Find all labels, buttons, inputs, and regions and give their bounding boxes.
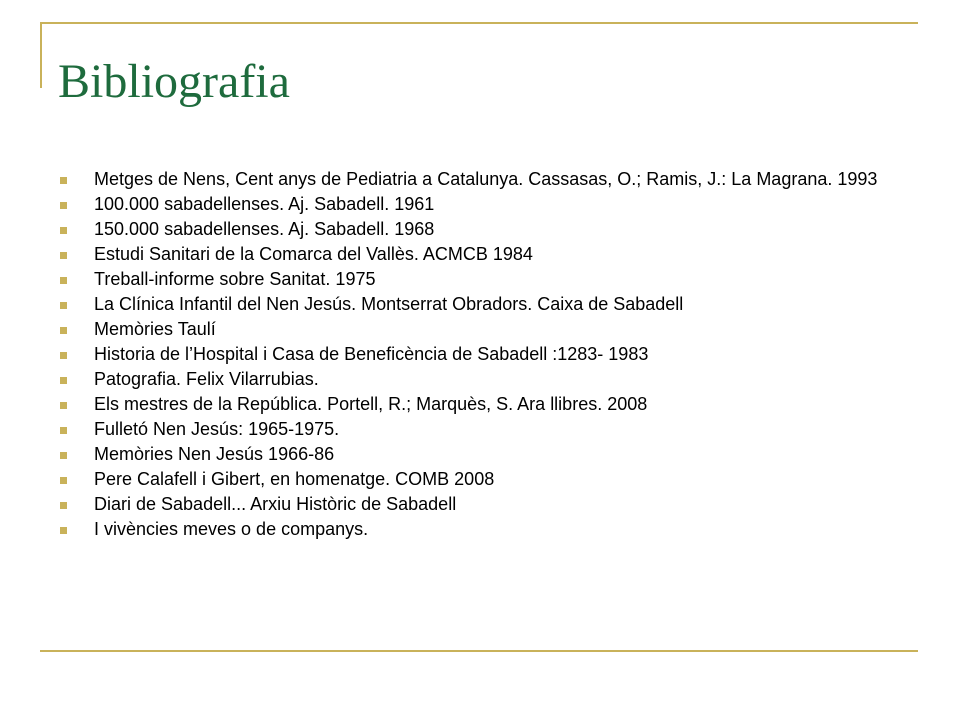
bibliography-item — [58, 445, 908, 464]
square-bullet-icon — [60, 477, 67, 484]
square-bullet-icon — [60, 177, 67, 184]
square-bullet-icon — [60, 527, 67, 534]
bibliography-item-text: Metges de Nens, Cent anys de Pediatria a Catalunya. Cassasas, O.; Ramis, J.: La Magrana. 1993 — [94, 169, 878, 189]
bibliography-item-text: Memòries Taulí — [94, 319, 216, 339]
square-bullet-icon — [60, 277, 67, 284]
bibliography-item — [58, 420, 908, 439]
bibliography-item-text: Patografia. Felix Vilarrubias. — [94, 369, 319, 389]
bibliography-list — [58, 170, 908, 545]
square-bullet-icon — [60, 327, 67, 334]
square-bullet-icon — [60, 427, 67, 434]
bibliography-item-text: Historia de l’Hospital i Casa de Beneficència de Sabadell :1283- 1983 — [94, 344, 649, 364]
bibliography-item — [58, 170, 908, 189]
square-bullet-icon — [60, 452, 67, 459]
bibliography-item-text: Estudi Sanitari de la Comarca del Vallès. ACMCB 1984 — [94, 244, 533, 264]
bibliography-item — [58, 495, 908, 514]
bibliography-item-text: Treball-informe sobre Sanitat. 1975 — [94, 269, 376, 289]
square-bullet-icon — [60, 302, 67, 309]
bibliography-item-text: Els mestres de la República. Portell, R.; Marquès, S. Ara llibres. 2008 — [94, 394, 648, 414]
bibliography-item-text: 150.000 sabadellenses. Aj. Sabadell. 1968 — [94, 219, 435, 239]
bibliography-item — [58, 195, 908, 214]
bibliography-item-text: Diari de Sabadell... Arxiu Històric de Sabadell — [94, 494, 457, 514]
bibliography-item — [58, 520, 908, 539]
bibliography-item-text: 100.000 sabadellenses. Aj. Sabadell. 1961 — [94, 194, 435, 214]
bibliography-item — [58, 370, 908, 389]
square-bullet-icon — [60, 377, 67, 384]
bibliography-item — [58, 470, 908, 489]
square-bullet-icon — [60, 202, 67, 209]
bibliography-item-text: La Clínica Infantil del Nen Jesús. Montserrat Obradors. Caixa de Sabadell — [94, 294, 684, 314]
square-bullet-icon — [60, 352, 67, 359]
bibliography-item-text: I vivències meves o de companys. — [94, 519, 369, 539]
square-bullet-icon — [60, 502, 67, 509]
bibliography-item — [58, 320, 908, 339]
left-border-line — [40, 22, 42, 88]
square-bullet-icon — [60, 252, 67, 259]
slide-title: Bibliografia — [58, 55, 290, 108]
bibliography-item-text: Fulletó Nen Jesús: 1965-1975. — [94, 419, 340, 439]
bibliography-item — [58, 245, 908, 264]
bibliography-item — [58, 395, 908, 414]
bibliography-item — [58, 345, 908, 364]
square-bullet-icon — [60, 227, 67, 234]
bibliography-item — [58, 295, 908, 314]
bibliography-item — [58, 220, 908, 239]
square-bullet-icon — [60, 402, 67, 409]
bibliography-item-text: Memòries Nen Jesús 1966-86 — [94, 444, 335, 464]
bibliography-item — [58, 270, 908, 289]
bibliography-item-text: Pere Calafell i Gibert, en homenatge. COMB 2008 — [94, 469, 495, 489]
bottom-border-line — [40, 650, 918, 652]
top-border-line — [40, 22, 918, 24]
